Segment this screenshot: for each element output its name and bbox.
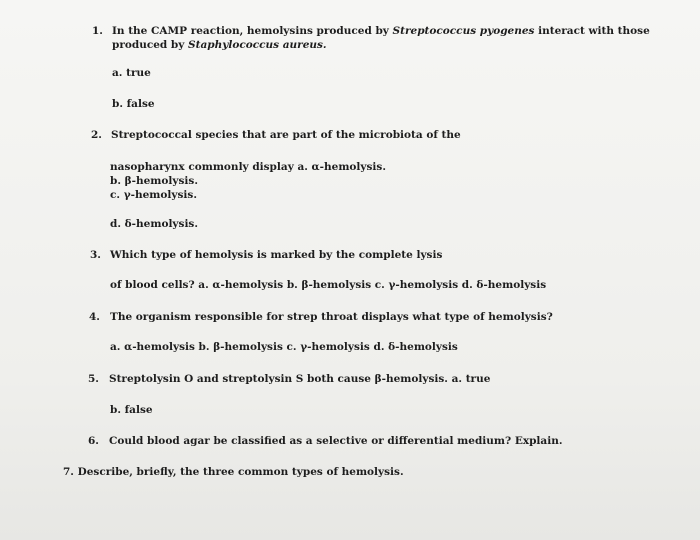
- question-6-text: Could blood agar be classified as a selective or differential medium? Explain.: [109, 435, 563, 447]
- question-5-option-b: b. false: [110, 404, 153, 416]
- question-2-option-c: c. γ-hemolysis.: [110, 189, 197, 201]
- question-2-option-b: b. β-hemolysis.: [110, 175, 198, 187]
- question-2-option-d: d. δ-hemolysis.: [110, 218, 198, 230]
- question-1-option-a: a. true: [112, 67, 151, 79]
- text-segment: interact with those: [534, 25, 650, 37]
- question-4-options: a. α-hemolysis b. β-hemolysis c. γ-hemolysis d. δ-hemolysis: [110, 341, 458, 353]
- text-segment: produced by: [112, 39, 189, 51]
- question-3-text: Which type of hemolysis is marked by the complete lysis: [110, 249, 443, 261]
- species-name-italic: Streptococcus pyogenes: [392, 25, 535, 37]
- question-3-number: 3.: [90, 249, 101, 261]
- question-2-option-a: nasopharynx commonly display a. α-hemolysis.: [110, 161, 386, 173]
- question-2-text: Streptococcal species that are part of the microbiota of the: [111, 129, 461, 141]
- question-6-number: 6.: [88, 435, 99, 447]
- question-4-number: 4.: [89, 311, 100, 323]
- text-segment: In the CAMP reaction, hemolysins produced by: [112, 25, 393, 37]
- question-1-text-line-1: [112, 24, 650, 38]
- question-1-option-b: b. false: [112, 98, 155, 110]
- question-3-options: of blood cells? a. α-hemolysis b. β-hemolysis c. γ-hemolysis d. δ-hemolysis: [110, 279, 547, 291]
- question-1-number: 1.: [92, 25, 103, 37]
- question-5-number: 5.: [88, 373, 99, 385]
- question-1-text-line-2: [112, 38, 327, 52]
- question-2-number: 2.: [91, 129, 102, 141]
- question-4-text: The organism responsible for strep throat displays what type of hemolysis?: [110, 311, 553, 323]
- question-5-text: Streptolysin O and streptolysin S both cause β-hemolysis. a. true: [109, 373, 491, 385]
- species-name-italic: Staphylococcus aureus.: [188, 39, 327, 51]
- question-7-text: 7. Describe, briefly, the three common types of hemolysis.: [63, 466, 404, 478]
